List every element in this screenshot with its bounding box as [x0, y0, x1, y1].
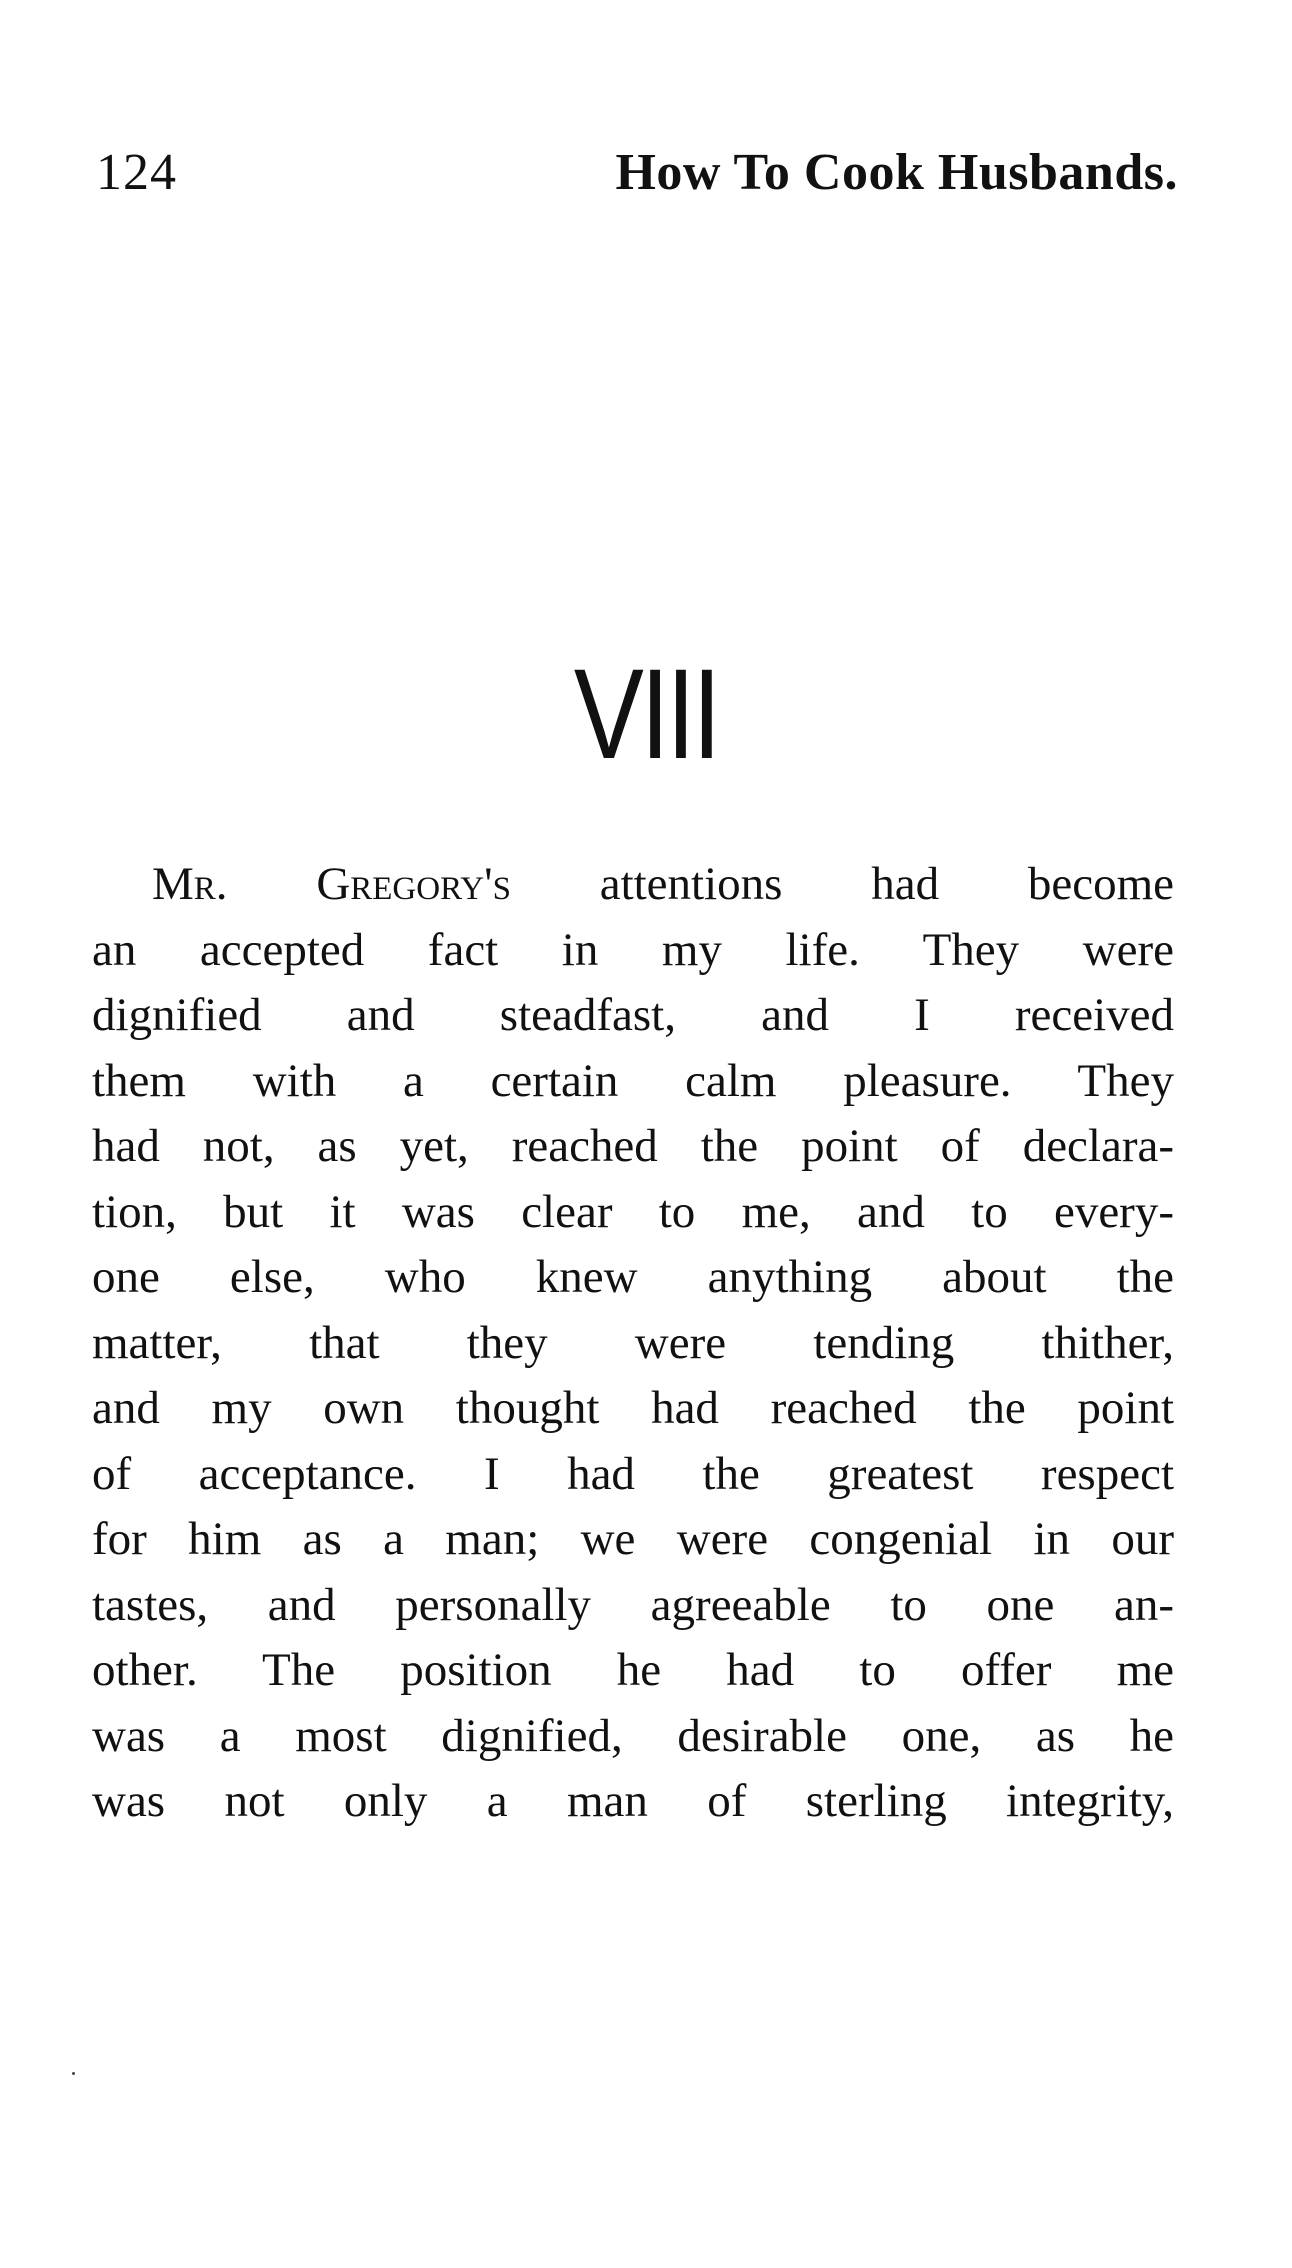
chapter-number: VIII [573, 643, 719, 786]
running-title: How To Cook Husbands. [615, 144, 1178, 201]
text-line: other. The position he had to offer me [92, 1644, 1174, 1696]
page-number: 124 [96, 144, 177, 201]
text-line: was a most dignified, desirable one, as he [92, 1709, 1174, 1762]
text-line: for him as a man; we were congenial in our [92, 1513, 1174, 1565]
text-line: one else, who knew anything about the [92, 1251, 1174, 1303]
running-head [96, 138, 1178, 208]
text-line: dignified and steadfast, and I received [92, 989, 1174, 1041]
text-line: and my own thought had reached the point [92, 1382, 1174, 1434]
text-line: was not only a man of sterling integrity, [92, 1775, 1174, 1827]
text-line: tion, but it was clear to me, and to every- [92, 1185, 1174, 1238]
print-speck [72, 2072, 75, 2075]
body-paragraph [92, 852, 1174, 1835]
text-line: matter, that they were tending thither, [92, 1316, 1174, 1369]
text-line: an accepted fact in my life. They were [92, 923, 1174, 976]
text-line: them with a certain calm pleasure. They [92, 1054, 1174, 1107]
text-line [92, 852, 1174, 918]
text-line: had not, as yet, reached the point of declara- [92, 1120, 1174, 1172]
lead-smallcaps: Mr. Gregory's [152, 858, 511, 910]
text-line: tastes, and personally agreeable to one an- [92, 1578, 1174, 1631]
text-line: of acceptance. I had the greatest respect [92, 1447, 1174, 1500]
text-line-rest: attentions had become [510, 858, 1174, 910]
